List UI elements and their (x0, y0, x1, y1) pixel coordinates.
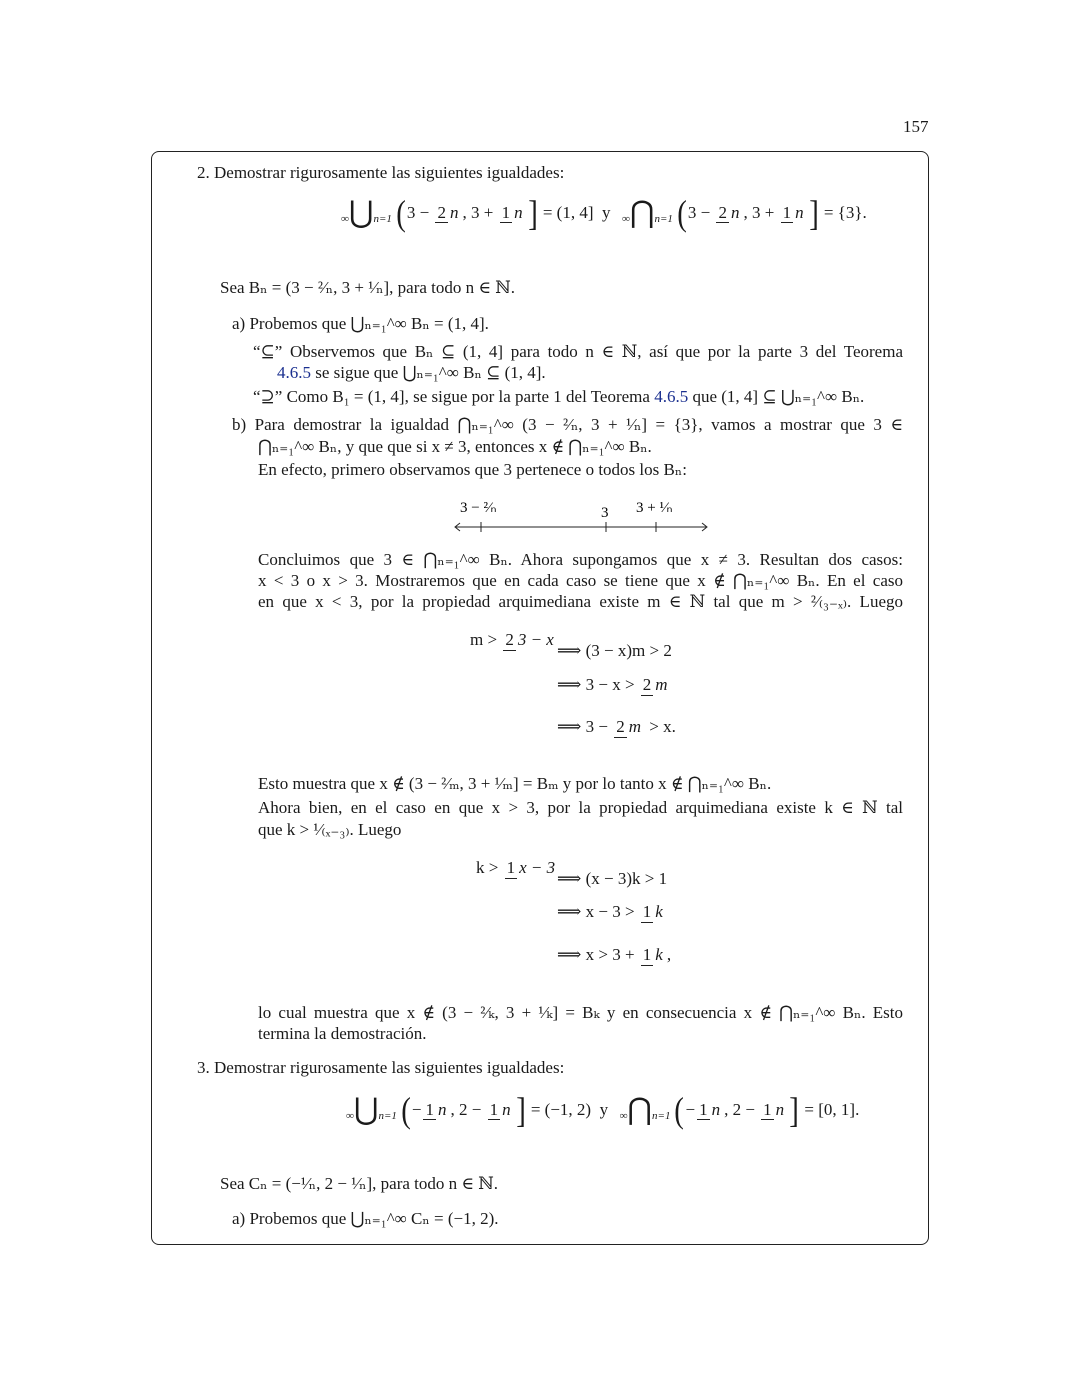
lower-limit: n=1 (654, 213, 673, 225)
numerator: 1 (425, 1099, 434, 1119)
align2-row (557, 869, 667, 889)
delimiter: ] (527, 193, 538, 233)
page-number: 157 (903, 117, 929, 136)
delimiter: ] (789, 1090, 799, 1130)
superset-proof-text-end: que (1, 4] ⊆ ⋃ₙ₌₁^∞ Bₙ. (688, 387, 865, 406)
align2-row (557, 945, 671, 966)
number-line (450, 492, 720, 537)
fraction (500, 203, 525, 224)
math-text: ⟹ (x − 3)k > 1 (557, 869, 668, 888)
paragraph-line: en que x < 3, por la propiedad arquimediana existe m ∈ ℕ tal que m > ²⁄₍₃₋ₓ₎. Luego (258, 592, 903, 611)
numerator: 1 (642, 945, 652, 964)
math-text: , (666, 945, 672, 965)
math-text: ⟹ 3 − x > (557, 675, 639, 695)
exercise-2-heading: 2. Demostrar rigurosamente las siguientes igualdades: (197, 163, 565, 182)
fraction (781, 203, 806, 224)
operator-symbol: ⋂ (627, 1093, 653, 1126)
align2-row (557, 902, 667, 923)
denominator: 3 − x (517, 630, 554, 649)
numerator: 1 (489, 1099, 499, 1119)
denominator: k (655, 902, 663, 921)
delimiter: ( (401, 1090, 411, 1130)
big-operator (346, 1095, 397, 1125)
math-text: , 3 + (462, 203, 498, 222)
denominator: n (437, 1099, 447, 1119)
delimiter: ] (808, 193, 819, 233)
math-text: , 2 − (450, 1100, 486, 1119)
denominator: k (655, 945, 663, 964)
math-text: > x. (645, 717, 676, 737)
lower-limit: n=1 (378, 1110, 397, 1122)
part-b-line2: ⋂ₙ₌₁^∞ Bₙ, y que que si x ≠ 3, entonces x ∉ ⋂ₙ₌₁^∞ Bₙ. (258, 437, 652, 456)
numerator: 2 (616, 717, 625, 736)
subset-proof-line1: “⊆” Observemos que Bₙ ⊆ (1, 4] para todo n ∈ ℕ, así que por la parte 3 del Teorema (253, 342, 903, 361)
denominator: n (514, 202, 523, 222)
fraction (505, 858, 558, 879)
numerator: 2 (505, 630, 514, 649)
fraction (716, 203, 741, 224)
numerator: 2 (437, 202, 446, 222)
denominator: m (628, 717, 641, 736)
numerator: 2 (642, 675, 652, 694)
fraction (641, 675, 670, 696)
theorem-link[interactable]: 4.6.5 (277, 363, 311, 382)
math-text: = (−1, 2) y (526, 1100, 617, 1119)
align1-row (557, 717, 676, 738)
fraction (641, 945, 665, 966)
denominator: n (502, 1099, 511, 1119)
paragraph-line: que k > ¹⁄₍ₓ₋₃₎. Luego (258, 820, 402, 839)
delimiter: ( (674, 1090, 685, 1130)
denominator: n (730, 202, 740, 222)
delimiter: ] (515, 1090, 526, 1130)
numerator: 1 (699, 1099, 708, 1119)
math-text: , 2 − (724, 1100, 760, 1119)
math-text: m > (470, 630, 502, 650)
theorem-link[interactable]: 4.6.5 (654, 387, 689, 406)
denominator: n (711, 1099, 721, 1119)
math-text: ⟹ x − 3 > (557, 902, 639, 922)
math-text: 3 − (687, 203, 715, 222)
part-a-title: a) Probemos que ⋃ₙ₌₁^∞ Bₙ = (1, 4]. (232, 314, 489, 333)
align1-lhs (470, 630, 558, 651)
numerator: 1 (501, 202, 511, 222)
big-operator (341, 198, 392, 228)
numerator: 1 (642, 902, 652, 921)
subset-proof-text: se sigue que ⋃ₙ₌₁^∞ Bₙ ⊆ (1, 4]. (311, 363, 546, 382)
denominator: m (655, 675, 668, 694)
upper-limit: ∞ (619, 1110, 628, 1122)
math-text: − (685, 1100, 696, 1119)
numerator: 2 (718, 202, 727, 222)
math-text: , 3 + (743, 203, 779, 222)
superset-proof (253, 386, 864, 408)
paragraph-line: Esto muestra que x ∉ (3 − ²⁄ₘ, 3 + ¹⁄ₘ] = Bₘ y por lo tanto x ∉ ⋂ₙ₌₁^∞ Bₙ. (258, 774, 772, 793)
upper-limit: ∞ (341, 213, 349, 225)
math-text: 3 − (406, 203, 434, 222)
numerator: 1 (763, 1099, 772, 1119)
left-label: 3 − ²⁄ₙ (460, 500, 497, 516)
upper-limit: ∞ (346, 1110, 354, 1122)
math-text: − (411, 1100, 422, 1119)
big-operator (622, 198, 673, 228)
denominator: n (775, 1099, 785, 1119)
subset-proof-line2 (277, 362, 546, 384)
superset-proof-text: “⊇” Como B₁ = (1, 4], se sigue por la parte 1 del Teorema (253, 387, 655, 406)
paragraph-line: termina la demostración. (258, 1024, 427, 1043)
math-text: k > (476, 858, 503, 878)
operator-symbol: ⋃ (353, 1093, 379, 1126)
numerator: 1 (506, 858, 516, 877)
mid-label: 3 (601, 505, 609, 521)
paragraph-line: Concluimos que 3 ∈ ⋂ₙ₌₁^∞ Bₙ. Ahora supongamos que x ≠ 3. Resultan dos casos: (258, 550, 903, 569)
fraction (488, 1100, 513, 1121)
numerator: 1 (782, 202, 792, 222)
exercise-3-equation (343, 1092, 859, 1128)
math-text: = {3}. (819, 203, 867, 222)
delimiter: ( (677, 193, 687, 233)
part-b-line1: b) Para demostrar la igualdad ⋂ₙ₌₁^∞ (3 − ²⁄ₙ, 3 + ¹⁄ₙ] = {3}, vamos a mostrar que 3 ∈ (232, 415, 903, 434)
align1-row (557, 641, 672, 661)
set-definition-c: Sea Cₙ = (−¹⁄ₙ, 2 − ¹⁄ₙ], para todo n ∈ ℕ. (220, 1174, 499, 1193)
align1-row (557, 675, 672, 696)
big-operator (620, 1095, 671, 1125)
math-text: = (1, 4] y (538, 203, 619, 222)
operator-symbol: ⋂ (629, 196, 655, 229)
math-text: ⟹ (3 − x)m > 2 (557, 641, 672, 660)
denominator: n (449, 202, 459, 222)
align2-lhs (476, 858, 559, 879)
fraction (503, 630, 556, 651)
fraction (435, 203, 460, 224)
fraction (761, 1100, 786, 1121)
fraction (641, 902, 665, 923)
fraction (697, 1100, 722, 1121)
paragraph-line: x < 3 o x > 3. Mostraremos que en cada caso se tiene que x ∉ ⋂ₙ₌₁^∞ Bₙ. En el caso (258, 571, 903, 590)
set-definition-b: Sea Bₙ = (3 − ²⁄ₙ, 3 + ¹⁄ₙ], para todo n ∈ ℕ. (220, 278, 516, 297)
math-text: ⟹ 3 − (557, 717, 613, 737)
fraction (614, 717, 643, 738)
exercise-3-heading: 3. Demostrar rigurosamente las siguientes igualdades: (197, 1058, 565, 1077)
math-text: = [0, 1]. (800, 1100, 860, 1119)
denominator: n (795, 202, 804, 222)
delimiter: ( (396, 193, 406, 233)
right-label: 3 + ¹⁄ₙ (636, 500, 673, 516)
part-a-title: a) Probemos que ⋃ₙ₌₁^∞ Cₙ = (−1, 2). (232, 1209, 499, 1228)
part-b-line3: En efecto, primero observamos que 3 pertenece o todos los Bₙ: (258, 460, 687, 479)
fraction (423, 1100, 448, 1121)
math-text: ⟹ x > 3 + (557, 945, 639, 965)
operator-symbol: ⋃ (348, 196, 374, 229)
lower-limit: n=1 (652, 1110, 671, 1122)
upper-limit: ∞ (622, 213, 630, 225)
paragraph-line: lo cual muestra que x ∉ (3 − ²⁄ₖ, 3 + ¹⁄ₖ] = Bₖ y en consecuencia x ∉ ⋂ₙ₌₁^∞ Bₙ. Esto (258, 1003, 903, 1022)
lower-limit: n=1 (373, 213, 392, 225)
paragraph-line: Ahora bien, en el caso en que x > 3, por la propiedad arquimediana existe k ∈ ℕ tal (258, 798, 903, 817)
exercise-2-equation (338, 195, 867, 231)
denominator: x − 3 (519, 858, 556, 877)
